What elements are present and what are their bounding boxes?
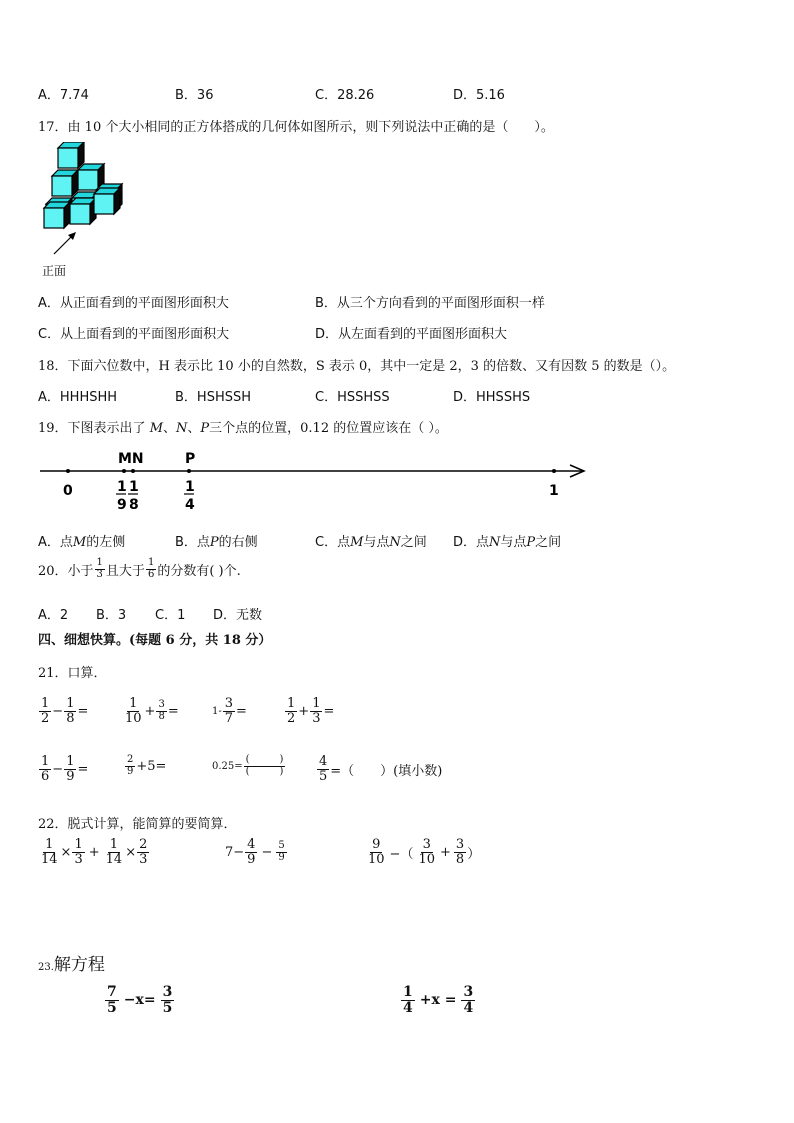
q22-title: 22．脱式计算，能简算的要简算． [38, 817, 237, 832]
n-num: 1 [129, 479, 139, 495]
q21-r1-c4: $\frac{1}{2}$ + $\frac{1}{3}$ = [287, 696, 335, 726]
cube-figure [40, 142, 140, 260]
q19-option-b: B．点P的右侧 [175, 535, 258, 550]
q16-option-c: C．28.26 [315, 88, 375, 103]
n-den: 8 [129, 497, 139, 513]
label-mn: MN [118, 451, 144, 467]
q17-option-c: C．从上面看到的平面图形面积大 [38, 327, 230, 342]
q20-option-a: A．2 [38, 608, 69, 623]
q20-option-c: C．1 [155, 608, 186, 623]
q20-stem: 20．小于 $\frac{1}{3}$ 且大于 $\frac{1}{6}$ 的分数有( )个. [38, 557, 241, 580]
q21-title: 21．口算． [38, 666, 107, 681]
q21-r1-c2: $\frac{1}{10}$ + $\frac{3}{8}$ = [125, 696, 179, 726]
q21-r2-c2: $\frac{2}{9}$ +5= [127, 754, 167, 777]
number-line [36, 445, 596, 520]
q23-eq-1: $\frac{7}{5}$ −x= $\frac{3}{5}$ [107, 984, 173, 1016]
q18-option-b: B．HSHSSH [175, 390, 252, 405]
q21-r2-c4: $\frac{4}{5}$ =（ ）(填小数) [319, 754, 443, 784]
q21-r1-c3: 1- $\frac{3}{7}$ = [212, 696, 247, 726]
q18-option-a: A．HHHSHH [38, 390, 118, 405]
m-den: 9 [117, 497, 127, 513]
label-1: 1 [549, 483, 559, 499]
q17-stem: 17．由 10 个大小相同的正方体搭成的几何体如图所示，则下列说法中正确的是（ ）。 [38, 120, 554, 135]
q20-option-b: B．3 [96, 608, 127, 623]
p-den: 4 [185, 497, 195, 513]
q19-option-a: A．点M的左侧 [38, 535, 126, 550]
q21-r1-c1: $\frac{1}{2}$ − $\frac{1}{8}$ = [41, 696, 89, 726]
q16-option-d: D．5.16 [453, 88, 505, 103]
q17-option-d: D．从左面看到的平面图形面积大 [315, 327, 508, 342]
q21-r2-c1: $\frac{1}{6}$ − $\frac{1}{9}$ = [41, 754, 89, 784]
q19-option-d: D．点N与点P之间 [453, 535, 562, 550]
p-num: 1 [185, 479, 195, 495]
q22-expr-3: $\frac{9}{10}$ −（ $\frac{3}{10}$ + $\frac{3}{8}$ ） [368, 837, 481, 867]
q21-r2-c3: 0.25= $\frac{( )}{( )}$ [212, 754, 284, 777]
q16-option-b: B．36 [175, 88, 214, 103]
q18-stem: 18．下面六位数中，H 表示比 10 小的自然数，S 表示 0，其中一定是 2，3 的倍数、又有因数 5 的数是（）。 [38, 359, 676, 374]
q17-option-a: A．从正面看到的平面图形面积大 [38, 296, 229, 311]
label-0: 0 [63, 483, 73, 499]
q18-option-c: C．HSSHSS [315, 390, 390, 405]
front-label: 正面 [42, 264, 67, 278]
q23-eq-2: $\frac{1}{4}$ +x = $\frac{3}{4}$ [403, 984, 474, 1016]
q20-option-d: D．无数 [213, 608, 263, 623]
q22-expr-2: 7− $\frac{4}{9}$ − $\frac{5}{9}$ [225, 837, 285, 867]
m-num: 1 [117, 479, 127, 495]
q18-option-d: D．HHSSHS [453, 390, 531, 405]
q23-title: 23.解方程 [38, 955, 105, 975]
q19-stem: 19．下图表示出了 M、N、P三个点的位置，0.12 的位置应该在（ ）。 [38, 421, 448, 436]
label-p: P [185, 451, 196, 467]
q17-option-b: B．从三个方向看到的平面图形面积一样 [315, 296, 545, 311]
q19-option-c: C．点M与点N之间 [315, 535, 427, 550]
q16-option-a: A．7.74 [38, 88, 89, 103]
section-4-heading: 四、细想快算。(每题 6 分，共 18 分） [38, 633, 272, 648]
q22-expr-1: $\frac{1}{14}$ × $\frac{1}{3}$ + $\frac{1}{14}$ × $\frac{2}{3}$ [41, 837, 148, 867]
